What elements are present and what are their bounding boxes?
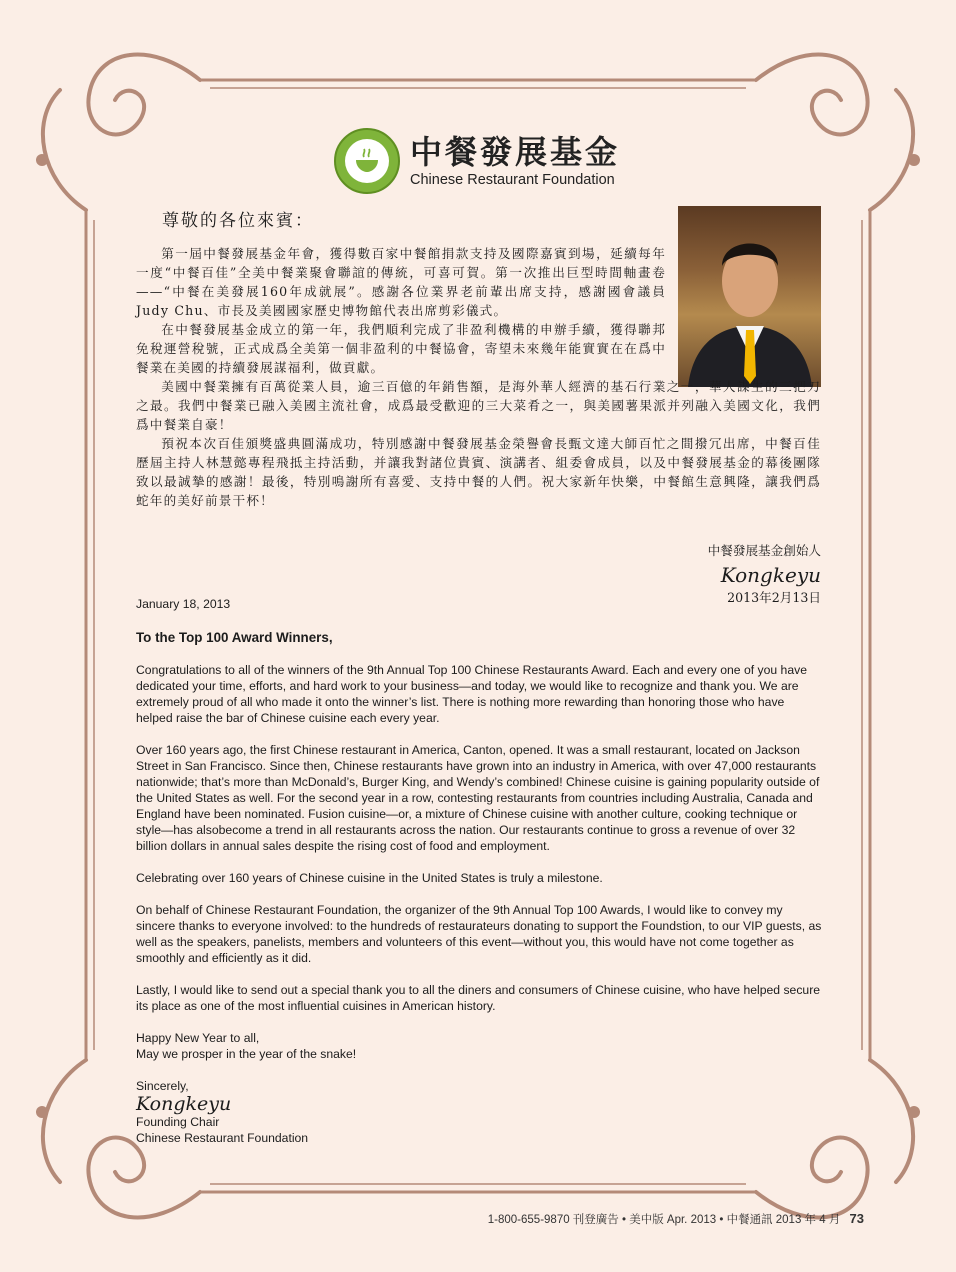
cn-paragraph: 第一屆中餐發展基金年會，獲得數百家中餐館捐款支持及國際嘉賓到場，延續每年一度“中餐百佳”全美中餐業聚會聯誼的傳統，可喜可賀。第一次推出巨型時間軸畫卷——“中餐在美發展160年成就展”。感謝各位業界老前輩出席支持，感謝國會議員Judy Chu、市長及美國國家歷史博物館代表出席剪彩儀式。 <box>136 246 666 318</box>
en-letter-body <box>136 596 822 1146</box>
closing-block <box>136 1030 822 1062</box>
sincerely-text: Sincerely, <box>136 1079 189 1093</box>
en-paragraph: Lastly, I would like to send out a special thank you to all the diners and consumers of Chinese cuisine, who have helped secure its place as one of the most influential cuisines in American history. <box>136 983 821 1013</box>
logo-emblem <box>334 128 400 194</box>
page-number: 73 <box>849 1211 864 1226</box>
en-paragraph: Over 160 years ago, the first Chinese restaurant in America, Canton, opened. It was a small restaurant, located on Jackson Street in San Francisco. Since then, Chinese restaurants have grown into an industry in America, with over 47,000 restaurants nationwide; that’s more than McDonald’s, Burger King, and Wendy’s combined! Chinese cuisine is gaining popularity outside of the United States as well. For the second year in a row, contesting restaurants from countries including Australia, Canada and England have been nominated. Fusion cuisine—or, a mixture of Chinese cuisine with another culture, cooking technique or style—has alsobecome a trend in all restaurants across the nation. Our restaurants continue to gross a revenue of over 32 billion dollars in annual sales despite the rising cost of food and employment. <box>136 743 820 853</box>
logo-chinese-name: 中餐發展基金 <box>410 133 621 171</box>
en-paragraph: Congratulations to all of the winners of the 9th Annual Top 100 Chinese Restaurants Award. Each and every one of you have dedicated your time, efforts, and hard work to your business—and today, we would like to recognize and thank you. We are extremely proud of all who made it onto the winner’s list. There is nothing more rewarding than honoring those who have helped raise the bar of Chinese cuisine each every year. <box>136 663 807 725</box>
cn-signature: Kongkeyu <box>720 563 821 587</box>
cn-paragraph: 預祝本次百佳頒獎盛典圓滿成功，特別感謝中餐發展基金榮譽會長甄文達大師百忙之間撥冗出席，中餐百佳歷屆主持人林慧懿專程飛抵主持活動，并讓我對諸位貴賓、演講者、組委會成員，以及中餐發展基金的幕後團隊致以最誠摯的感謝！最後，特別鳴謝所有喜愛、支持中餐的人們。祝大家新年快樂，中餐館生意興隆，讓我們爲蛇年的美好前景干杯！ <box>136 436 821 508</box>
closing-line: May we prosper in the year of the snake! <box>136 1047 357 1061</box>
letter-heading: To the Top 100 Award Winners, <box>136 630 333 645</box>
sign-title: Founding Chair <box>136 1115 220 1129</box>
en-paragraph: On behalf of Chinese Restaurant Foundation, the organizer of the 9th Annual Top 100 Awards, I would like to convey my sincere thanks to everyone involved: to the hundreds of restaurateurs donating to support the Foundstion, to our VIP guests, as well as the speakers, panelists, members and volunteers of this event—without you, this would have not come together as smoothly and efficiently as it did. <box>136 903 822 965</box>
foundation-logo <box>334 128 620 194</box>
closing-line: Happy New Year to all, <box>136 1031 260 1045</box>
letter-date: January 18, 2013 <box>136 597 231 611</box>
logo-english-name: Chinese Restaurant Foundation <box>410 172 615 188</box>
en-paragraph: Celebrating over 160 years of Chinese cuisine in the United States is truly a milestone. <box>136 871 603 885</box>
bowl-icon <box>352 146 382 176</box>
cn-greeting: 尊敬的各位來賓： <box>162 211 314 231</box>
footer-text: 1-800-655-9870 刊登廣告 • 美中版 Apr. 2013 • 中餐通訊 2013 年 4 月 <box>487 1214 841 1226</box>
en-signature: Kongkeyu <box>136 1093 232 1115</box>
cn-sign-title: 中餐發展基金創始人 <box>707 543 821 558</box>
cn-paragraph: 在中餐發展基金成立的第一年，我們順利完成了非盈利機構的申辦手續，獲得聯邦免稅運營稅號，正式成爲全美第一個非盈利的中餐協會，寄望未來幾年能實實在在爲中餐業在美國的持續發展謀福利，做貢獻。 <box>136 322 666 375</box>
cn-paragraph: 美國中餐業擁有百萬從業人員，逾三百億的年銷售額，是海外華人經濟的基石行業之一，華人謀生的三把刀之最。我們中餐業已融入美國主流社會，成爲最受歡迎的三大菜肴之一，與美國薯果派并列融入美國文化，我們爲中餐業自豪！ <box>136 379 821 432</box>
cn-sign-date: 2013年2月13日 <box>727 590 821 605</box>
cn-letter-body <box>136 244 821 510</box>
page-footer <box>488 1211 864 1227</box>
sign-org: Chinese Restaurant Foundation <box>136 1131 309 1145</box>
